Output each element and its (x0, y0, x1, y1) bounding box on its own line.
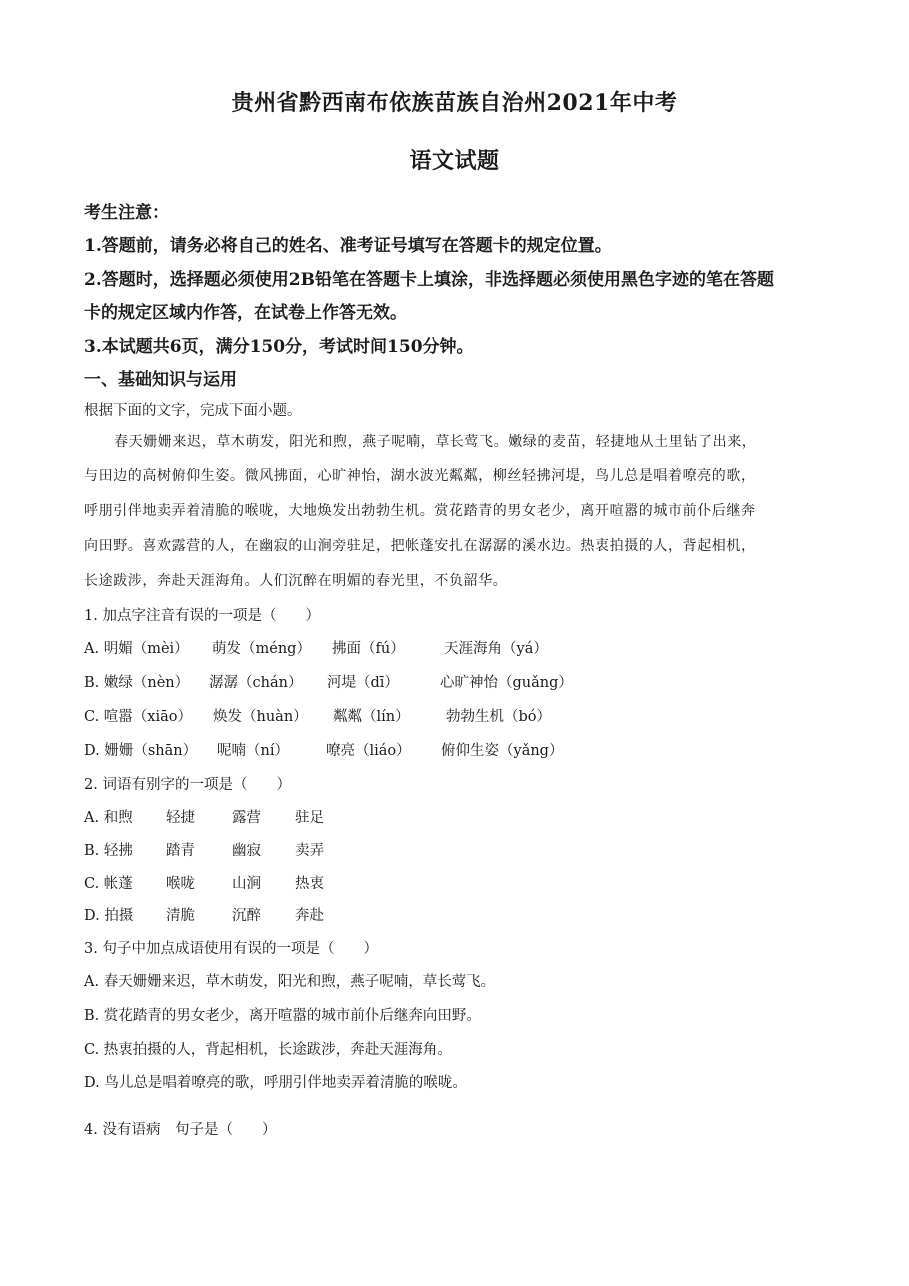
option-cell: D. 拍摄 (84, 908, 134, 924)
option-cell: 焕发（huàn） (213, 709, 308, 725)
option-cell: 轻捷 (166, 810, 195, 826)
option-cell: 清脆 (166, 908, 195, 924)
option-cell: 露营 (232, 810, 261, 826)
option-cell: D. 姗姗（shān） (84, 743, 198, 759)
passage-line: 长途跋涉，奔赴天涯海角。人们沉醉在明媚的春光里，不负韶华。 (84, 573, 508, 589)
option-cell: 勃勃生机（bó） (446, 709, 552, 725)
notice-item-3: 3.本试题共6页，满分150分，考试时间150分钟。 (84, 337, 474, 357)
notice-item-1: 1.答题前，请务必将自己的姓名、准考证号填写在答题卡的规定位置。 (84, 236, 612, 256)
question-3-option-a: A. 春天姗姗来迟，草木萌发，阳光和煦，燕子呢喃，草长莺飞。 (84, 974, 496, 990)
option-cell: 嘹亮（liáo） (326, 743, 411, 759)
question-3-option-b: B. 赏花踏青的男女老少，离开喧嚣的城市前仆后继奔向田野。 (84, 1008, 481, 1024)
option-cell: 心旷神怡（guǎng） (440, 675, 573, 691)
passage-line: 呼朋引伴地卖弄着清脆的喉咙，大地焕发出勃勃生机。赏花踏青的男女老少，离开喧嚣的城市前仆后继奔 (84, 503, 756, 519)
question-3-option-c: C. 热衷拍摄的人，背起相机，长途跋涉，奔赴天涯海角。 (84, 1042, 452, 1058)
page-title: 贵州省黔西南布依族苗族自治州2021年中考 (231, 90, 678, 116)
passage-line: 向田野。喜欢露营的人，在幽寂的山涧旁驻足，把帐蓬安扎在潺潺的溪水边。热衷拍摄的人，背起相机， (84, 538, 756, 554)
option-cell: C. 帐蓬 (84, 876, 133, 892)
option-cell: 呢喃（ní） (217, 743, 289, 759)
option-cell: A. 和煦 (84, 810, 133, 826)
passage-line: 与田边的高树俯仰生姿。微风拂面，心旷神怡，湖水波光粼粼，柳丝轻拂河堤，鸟儿总是唱着嘹亮的歌， (84, 468, 756, 484)
question-1-stem: 1. 加点字注音有误的一项是（ ） (84, 608, 320, 624)
option-cell: B. 嫩绿（nèn） (84, 675, 190, 691)
question-3-option-d: D. 鸟儿总是唱着嘹亮的歌，呼朋引伴地卖弄着清脆的喉咙。 (84, 1075, 467, 1091)
option-cell: 喉咙 (166, 876, 195, 892)
notice-item-2-line-1: 2.答题时，选择题必须使用2B铅笔在答题卡上填涂，非选择题必须使用黑色字迹的笔在答题 (84, 270, 774, 290)
option-cell: 驻足 (295, 810, 324, 826)
option-cell: 热衷 (295, 876, 324, 892)
notice-item-2-line-2: 卡的规定区域内作答，在试卷上作答无效。 (84, 303, 407, 323)
option-cell: 沉醉 (232, 908, 261, 924)
option-cell: C. 喧嚣（xiāo） (84, 709, 192, 725)
option-cell: 幽寂 (232, 843, 261, 859)
option-cell: 潺潺（chán） (209, 675, 303, 691)
option-cell: 山涧 (232, 876, 261, 892)
question-3-stem: 3. 句子中加点成语使用有误的一项是（ ） (84, 941, 378, 957)
section-heading: 一、基础知识与运用 (84, 370, 237, 390)
question-2-stem: 2. 词语有别字的一项是（ ） (84, 777, 291, 793)
option-cell: 萌发（méng） (212, 641, 311, 657)
option-cell: 河堤（dī） (327, 675, 399, 691)
reading-instruction: 根据下面的文字，完成下面小题。 (84, 403, 302, 419)
page-subtitle: 语文试题 (409, 148, 500, 174)
option-cell: 天涯海角（yá） (444, 641, 548, 657)
option-cell: 踏青 (166, 843, 195, 859)
question-4-stem: 4. 没有语病 句子是（ ） (84, 1122, 277, 1138)
option-cell: 俯仰生姿（yǎng） (441, 743, 564, 759)
notice-heading: 考生注意： (84, 203, 169, 223)
option-cell: A. 明媚（mèi） (84, 641, 189, 657)
option-cell: 粼粼（lín） (333, 709, 410, 725)
option-cell: 卖弄 (295, 843, 324, 859)
option-cell: B. 轻拂 (84, 843, 133, 859)
option-cell: 奔赴 (295, 908, 324, 924)
option-cell: 拂面（fú） (332, 641, 405, 657)
passage-line: 春天姗姗来迟，草木萌发，阳光和煦，燕子呢喃，草长莺飞。嫩绿的麦苗，轻捷地从土里钻了出来， (114, 434, 757, 450)
